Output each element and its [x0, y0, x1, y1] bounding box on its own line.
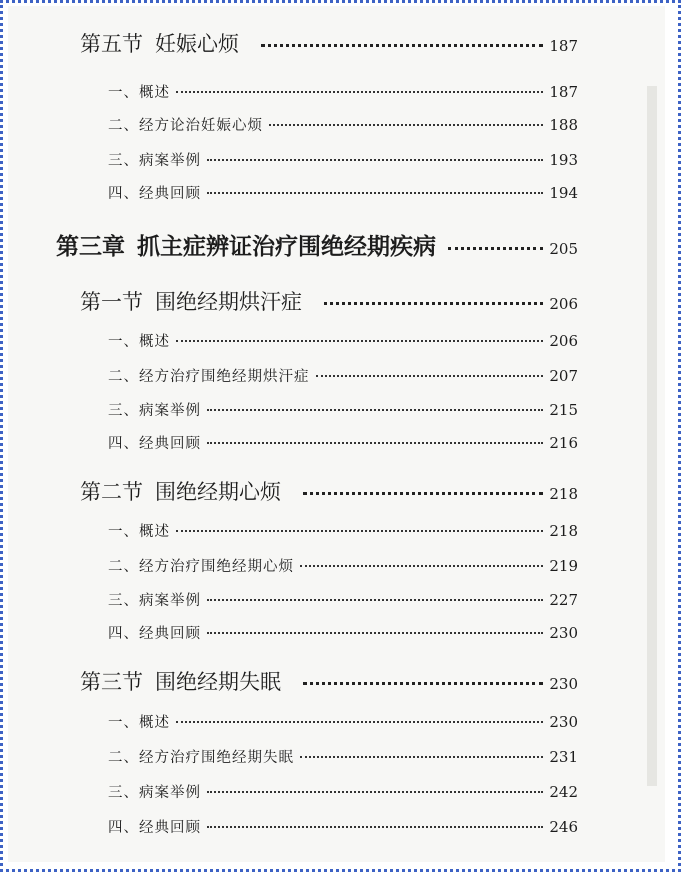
toc-section-heading[interactable]	[80, 28, 578, 58]
page-number: 246	[549, 818, 578, 836]
toc-item[interactable]	[108, 149, 578, 170]
item-label: 一、概述	[108, 85, 170, 101]
page-number: 242	[549, 783, 578, 801]
item-label: 三、病案举例	[108, 403, 201, 419]
dot-leader	[207, 599, 543, 601]
section-title: 围绝经期心烦	[155, 480, 281, 504]
toc-item[interactable]	[108, 432, 578, 453]
page-number: 230	[549, 713, 578, 731]
page-number: 227	[549, 591, 578, 609]
dot-leader	[303, 682, 543, 685]
page-number: 187	[549, 83, 578, 101]
chapter-title: 抓主症辨证治疗围绝经期疾病	[137, 233, 436, 260]
item-label: 三、病案举例	[108, 785, 201, 801]
dot-leader	[176, 721, 543, 723]
item-label: 三、病案举例	[108, 593, 201, 609]
page-number: 231	[549, 748, 578, 766]
section-number: 第一节	[80, 290, 143, 314]
page-edge-shadow	[647, 86, 657, 786]
item-label: 二、经方治疗围绝经期心烦	[108, 559, 294, 575]
toc-item[interactable]	[108, 781, 578, 802]
item-label: 四、经典回顾	[108, 436, 201, 452]
toc-item[interactable]	[108, 746, 578, 767]
dot-leader	[207, 192, 543, 194]
page-number: 218	[549, 522, 578, 540]
item-label: 二、经方论治妊娠心烦	[108, 118, 263, 134]
dot-leader	[207, 791, 543, 793]
toc-chapter-heading[interactable]	[56, 228, 578, 261]
page-number: 230	[549, 675, 578, 693]
page-number: 207	[549, 367, 578, 385]
dot-leader	[324, 302, 543, 305]
item-label: 四、经典回顾	[108, 820, 201, 836]
page-number: 188	[549, 116, 578, 134]
item-label: 二、经方治疗围绝经期烘汗症	[108, 369, 310, 385]
toc-item[interactable]	[108, 520, 578, 541]
section-number: 第五节	[80, 32, 143, 56]
dot-leader	[207, 632, 543, 634]
dot-leader	[176, 91, 543, 93]
section-title: 围绝经期烘汗症	[155, 290, 302, 314]
toc-item[interactable]	[108, 555, 578, 576]
toc-item[interactable]	[108, 81, 578, 102]
item-label: 一、概述	[108, 715, 170, 731]
page-number: 187	[549, 37, 578, 55]
page-number: 206	[549, 332, 578, 350]
toc-item[interactable]	[108, 114, 578, 135]
toc-item[interactable]	[108, 816, 578, 837]
section-title: 围绝经期失眠	[155, 670, 281, 694]
page-number: 219	[549, 557, 578, 575]
dot-leader	[448, 247, 543, 250]
dot-leader	[176, 340, 543, 342]
section-title: 妊娠心烦	[155, 32, 239, 56]
dot-leader	[176, 530, 543, 532]
toc-section-heading[interactable]	[80, 666, 578, 696]
item-label: 三、病案举例	[108, 153, 201, 169]
page-number: 206	[549, 295, 578, 313]
item-label: 二、经方治疗围绝经期失眠	[108, 750, 294, 766]
dot-leader	[300, 565, 543, 567]
item-label: 一、概述	[108, 334, 170, 350]
item-label: 一、概述	[108, 524, 170, 540]
item-label: 四、经典回顾	[108, 626, 201, 642]
dot-leader	[303, 492, 543, 495]
toc-item[interactable]	[108, 330, 578, 351]
page-number: 205	[549, 240, 578, 258]
section-number: 第三节	[80, 670, 143, 694]
page-number: 216	[549, 434, 578, 452]
toc-section-heading[interactable]	[80, 286, 578, 316]
page-number: 218	[549, 485, 578, 503]
item-label: 四、经典回顾	[108, 186, 201, 202]
dot-leader	[207, 442, 543, 444]
page-number: 194	[549, 184, 578, 202]
toc-item[interactable]	[108, 182, 578, 203]
toc-section-heading[interactable]	[80, 476, 578, 506]
toc-item[interactable]	[108, 365, 578, 386]
page-number: 193	[549, 151, 578, 169]
page-number: 215	[549, 401, 578, 419]
dot-leader	[269, 124, 543, 126]
dot-leader	[300, 756, 543, 758]
toc-item[interactable]	[108, 711, 578, 732]
toc-item[interactable]	[108, 399, 578, 420]
dot-leader	[261, 44, 543, 47]
dot-leader	[207, 826, 543, 828]
toc-item[interactable]	[108, 589, 578, 610]
chapter-number: 第三章	[56, 233, 125, 260]
toc-item[interactable]	[108, 622, 578, 643]
dot-leader	[207, 159, 543, 161]
section-number: 第二节	[80, 480, 143, 504]
dot-leader	[207, 409, 543, 411]
dot-leader	[316, 375, 544, 377]
toc-page	[8, 6, 665, 862]
page-number: 230	[549, 624, 578, 642]
